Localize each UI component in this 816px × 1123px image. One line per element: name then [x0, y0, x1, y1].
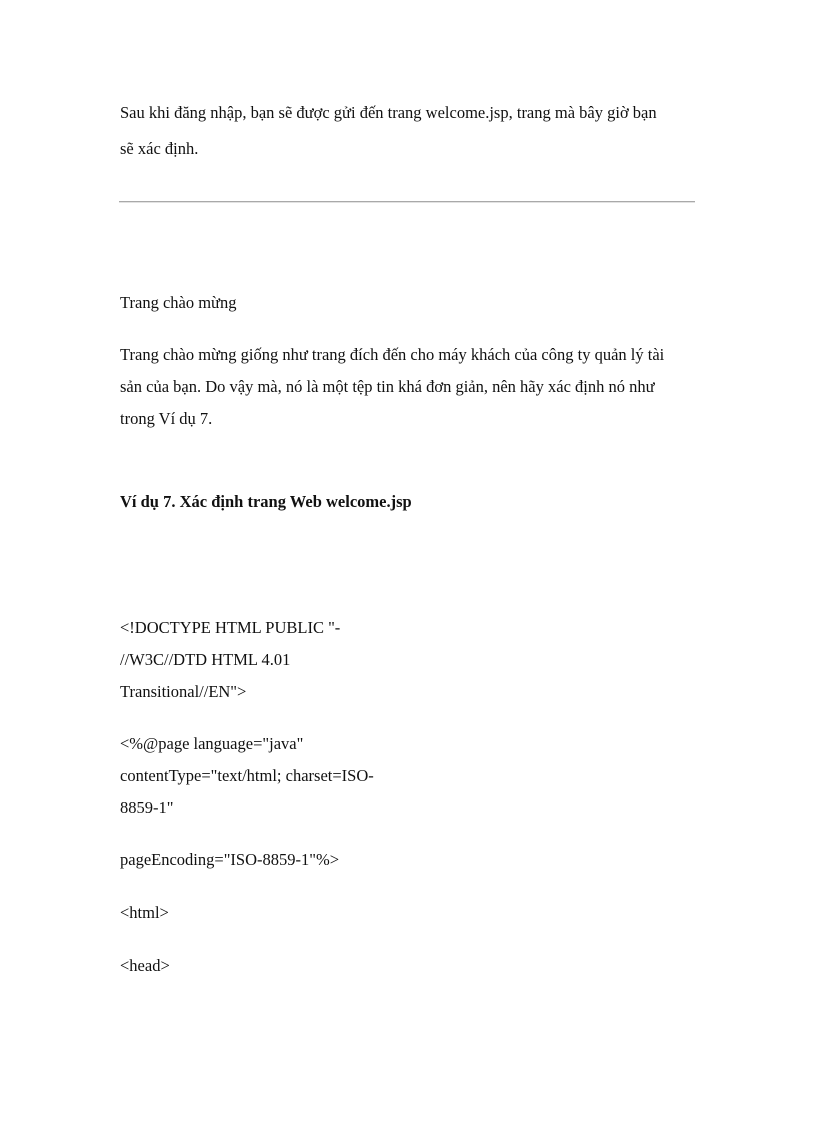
code-doctype-line-1: <!DOCTYPE HTML PUBLIC "- — [120, 618, 341, 637]
example-title: Ví dụ 7. Xác định trang Web welcome.jsp — [120, 492, 412, 511]
section-body-line-2: sản của bạn. Do vậy mà, nó là một tệp tin khá đơn giản, nên hãy xác định nó như — [120, 377, 655, 396]
code-page-line-1: <%@page language="java" — [120, 734, 304, 753]
code-head-open: <head> — [120, 956, 170, 975]
code-doctype-line-2: //W3C//DTD HTML 4.01 — [120, 650, 291, 669]
code-html-open: <html> — [120, 903, 169, 922]
code-doctype-line-3: Transitional//EN"> — [120, 682, 247, 701]
intro-line-1: Sau khi đăng nhập, bạn sẽ được gửi đến trang welcome.jsp, trang mà bây giờ bạn — [120, 103, 657, 122]
code-page-line-4: pageEncoding="ISO-8859-1"%> — [120, 850, 340, 869]
horizontal-rule — [119, 201, 695, 203]
section-heading: Trang chào mừng — [120, 293, 237, 312]
section-body-line-1: Trang chào mừng giống như trang đích đến cho máy khách của công ty quản lý tài — [120, 345, 665, 364]
intro-line-2: sẽ xác định. — [120, 139, 199, 158]
code-page-line-2: contentType="text/html; charset=ISO- — [120, 766, 374, 785]
code-page-line-3: 8859-1" — [120, 798, 174, 817]
section-body-line-3: trong Ví dụ 7. — [120, 409, 213, 428]
